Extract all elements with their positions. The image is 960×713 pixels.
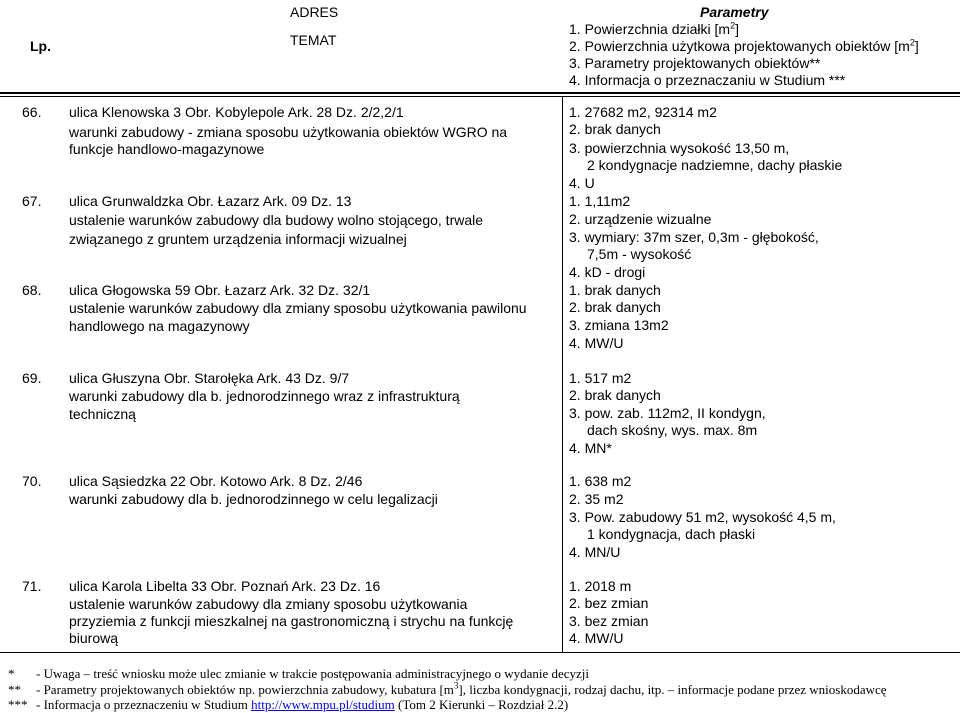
row-param: 1. 638 m2 — [569, 473, 632, 489]
row-param: 7,5m - wysokość — [587, 246, 692, 262]
header-parametry: Parametry — [700, 4, 769, 20]
row-topic-line: ustalenie warunków zabudowy dla zmiany sposobu użytkowania — [69, 596, 468, 612]
row-param: 3. Pow. zabudowy 51 m2, wysokość 4,5 m, — [569, 509, 836, 525]
row-topic-line: przyziemia z funkcji mieszkalnej na gastronomiczną i strychu na funkcję — [69, 613, 514, 629]
row-address: ulica Klenowska 3 Obr. Kobylepole Ark. 28 Dz. 2/2,2/1 — [69, 104, 404, 120]
header-param-2: 2. Powierzchnia użytkowa projektowanych obiektów $[m^2]$ — [569, 37, 919, 54]
row-param: dach skośny, wys. max. 8m — [587, 422, 758, 438]
row-number: 71. — [22, 578, 42, 594]
row-topic-line: ustalenie warunków zabudowy dla zmiany sposobu użytkowania pawilonu — [69, 300, 527, 316]
row-param: 3. bez zmian — [569, 613, 649, 629]
row-number: 69. — [22, 370, 42, 386]
row-param: 2. brak danych — [569, 121, 661, 137]
footnote-1: * - Uwaga – treść wniosku może ulec zmianie w trakcie postępowania administracyjnego o wydanie decyzji — [8, 666, 590, 681]
header-param-1: 1. Powierzchnia działki $[m^2]$ — [569, 20, 739, 37]
row-number: 68. — [22, 282, 42, 298]
row-param: 4. kD - drogi — [569, 264, 646, 280]
row-param: 1. 2018 m — [569, 578, 632, 594]
row-param: 4. U — [569, 175, 595, 191]
header-temat: TEMAT — [290, 32, 337, 48]
header-rule-bottom — [0, 96, 960, 97]
header-adres: ADRES — [290, 4, 339, 20]
header-param-4: 4. Informacja o przeznaczaniu w Studium *** — [569, 72, 846, 88]
row-param: 1. 517 m2 — [569, 370, 632, 386]
row-param: 2. brak danych — [569, 299, 661, 315]
row-address: ulica Sąsiedzka 22 Obr. Kotowo Ark. 8 Dz. 2/46 — [69, 473, 363, 489]
row-address: ulica Karola Libelta 33 Obr. Poznań Ark. 23 Dz. 16 — [69, 578, 381, 594]
row-param: 3. zmiana 13m2 — [569, 317, 669, 333]
row-param: 1. 27682 m2, 92314 m2 — [569, 104, 717, 120]
row-param: 1. brak danych — [569, 282, 661, 298]
header-rule-top — [0, 92, 960, 94]
row-param: 2. 35 m2 — [569, 491, 624, 507]
footnote-3: *** - Informacja o przeznaczeniu w Studium http://www.mpu.pl/studium (Tom 2 Kierunki – Rozdział 2.2) — [8, 697, 569, 712]
row-number: 67. — [22, 193, 42, 209]
table-bottom-rule — [0, 652, 960, 653]
row-topic-line: związanego z gruntem urządzenia informacji wizualnej — [69, 231, 407, 247]
row-param: 3. wymiary: 37m szer, 0,3m - głębokość, — [569, 229, 819, 245]
row-param: 2. brak danych — [569, 387, 661, 403]
row-topic-line: ustalenie warunków zabudowy dla budowy wolno stojącego, trwale — [69, 212, 484, 228]
header-param-3: 3. Parametry projektowanych obiektów** — [569, 55, 821, 71]
row-topic-line: techniczną — [69, 406, 136, 422]
row-number: 66. — [22, 104, 42, 120]
row-param: 2. urządzenie wizualne — [569, 211, 712, 227]
footnote-2: ** - Parametry projektowanych obiektów np. powierzchnia zabudowy, kubatura $[m^3]$, liczba kondygnacji, rodzaj dachu, itp. – informacje podane przez wnioskodawcę — [8, 680, 887, 697]
row-param: 2. bez zmian — [569, 595, 649, 611]
row-param: 1 kondygnacja, dach płaski — [587, 526, 756, 542]
row-param: 1. 1,11m2 — [569, 193, 631, 209]
row-topic-line: warunki zabudowy dla b. jednorodzinnego w celu legalizacji — [69, 491, 438, 507]
row-topic-line: warunki zabudowy dla b. jednorodzinnego wraz z infrastrukturą — [69, 388, 460, 404]
row-param: 4. MN* — [569, 440, 612, 456]
row-param: 2 kondygnacje nadziemne, dachy płaskie — [587, 157, 843, 173]
row-param: 3. pow. zab. 112m2, II kondygn, — [569, 405, 766, 421]
row-address: ulica Głogowska 59 Obr. Łazarz Ark. 32 Dz. 32/1 — [69, 282, 371, 298]
row-param: 3. powierzchnia wysokość 13,50 m, — [569, 140, 790, 156]
row-topic-line: biurową — [69, 630, 119, 646]
row-topic-line: funkcje handlowo-magazynowe — [69, 141, 265, 157]
row-param: 4. MW/U — [569, 630, 624, 646]
row-number: 70. — [22, 473, 42, 489]
studium-link[interactable]: http://www.mpu.pl/studium — [251, 697, 395, 712]
header-lp: Lp. — [30, 38, 51, 54]
row-address: ulica Głuszyna Obr. Starołęka Ark. 43 Dz. 9/7 — [69, 370, 350, 386]
row-address: ulica Grunwaldzka Obr. Łazarz Ark. 09 Dz. 13 — [69, 193, 352, 209]
row-param: 4. MW/U — [569, 335, 624, 351]
row-topic-line: warunki zabudowy - zmiana sposobu użytkowania obiektów WGRO na — [69, 124, 508, 140]
row-topic-line: handlowego na magazynowy — [69, 318, 250, 334]
row-param: 4. MN/U — [569, 544, 621, 560]
column-divider — [562, 96, 563, 652]
